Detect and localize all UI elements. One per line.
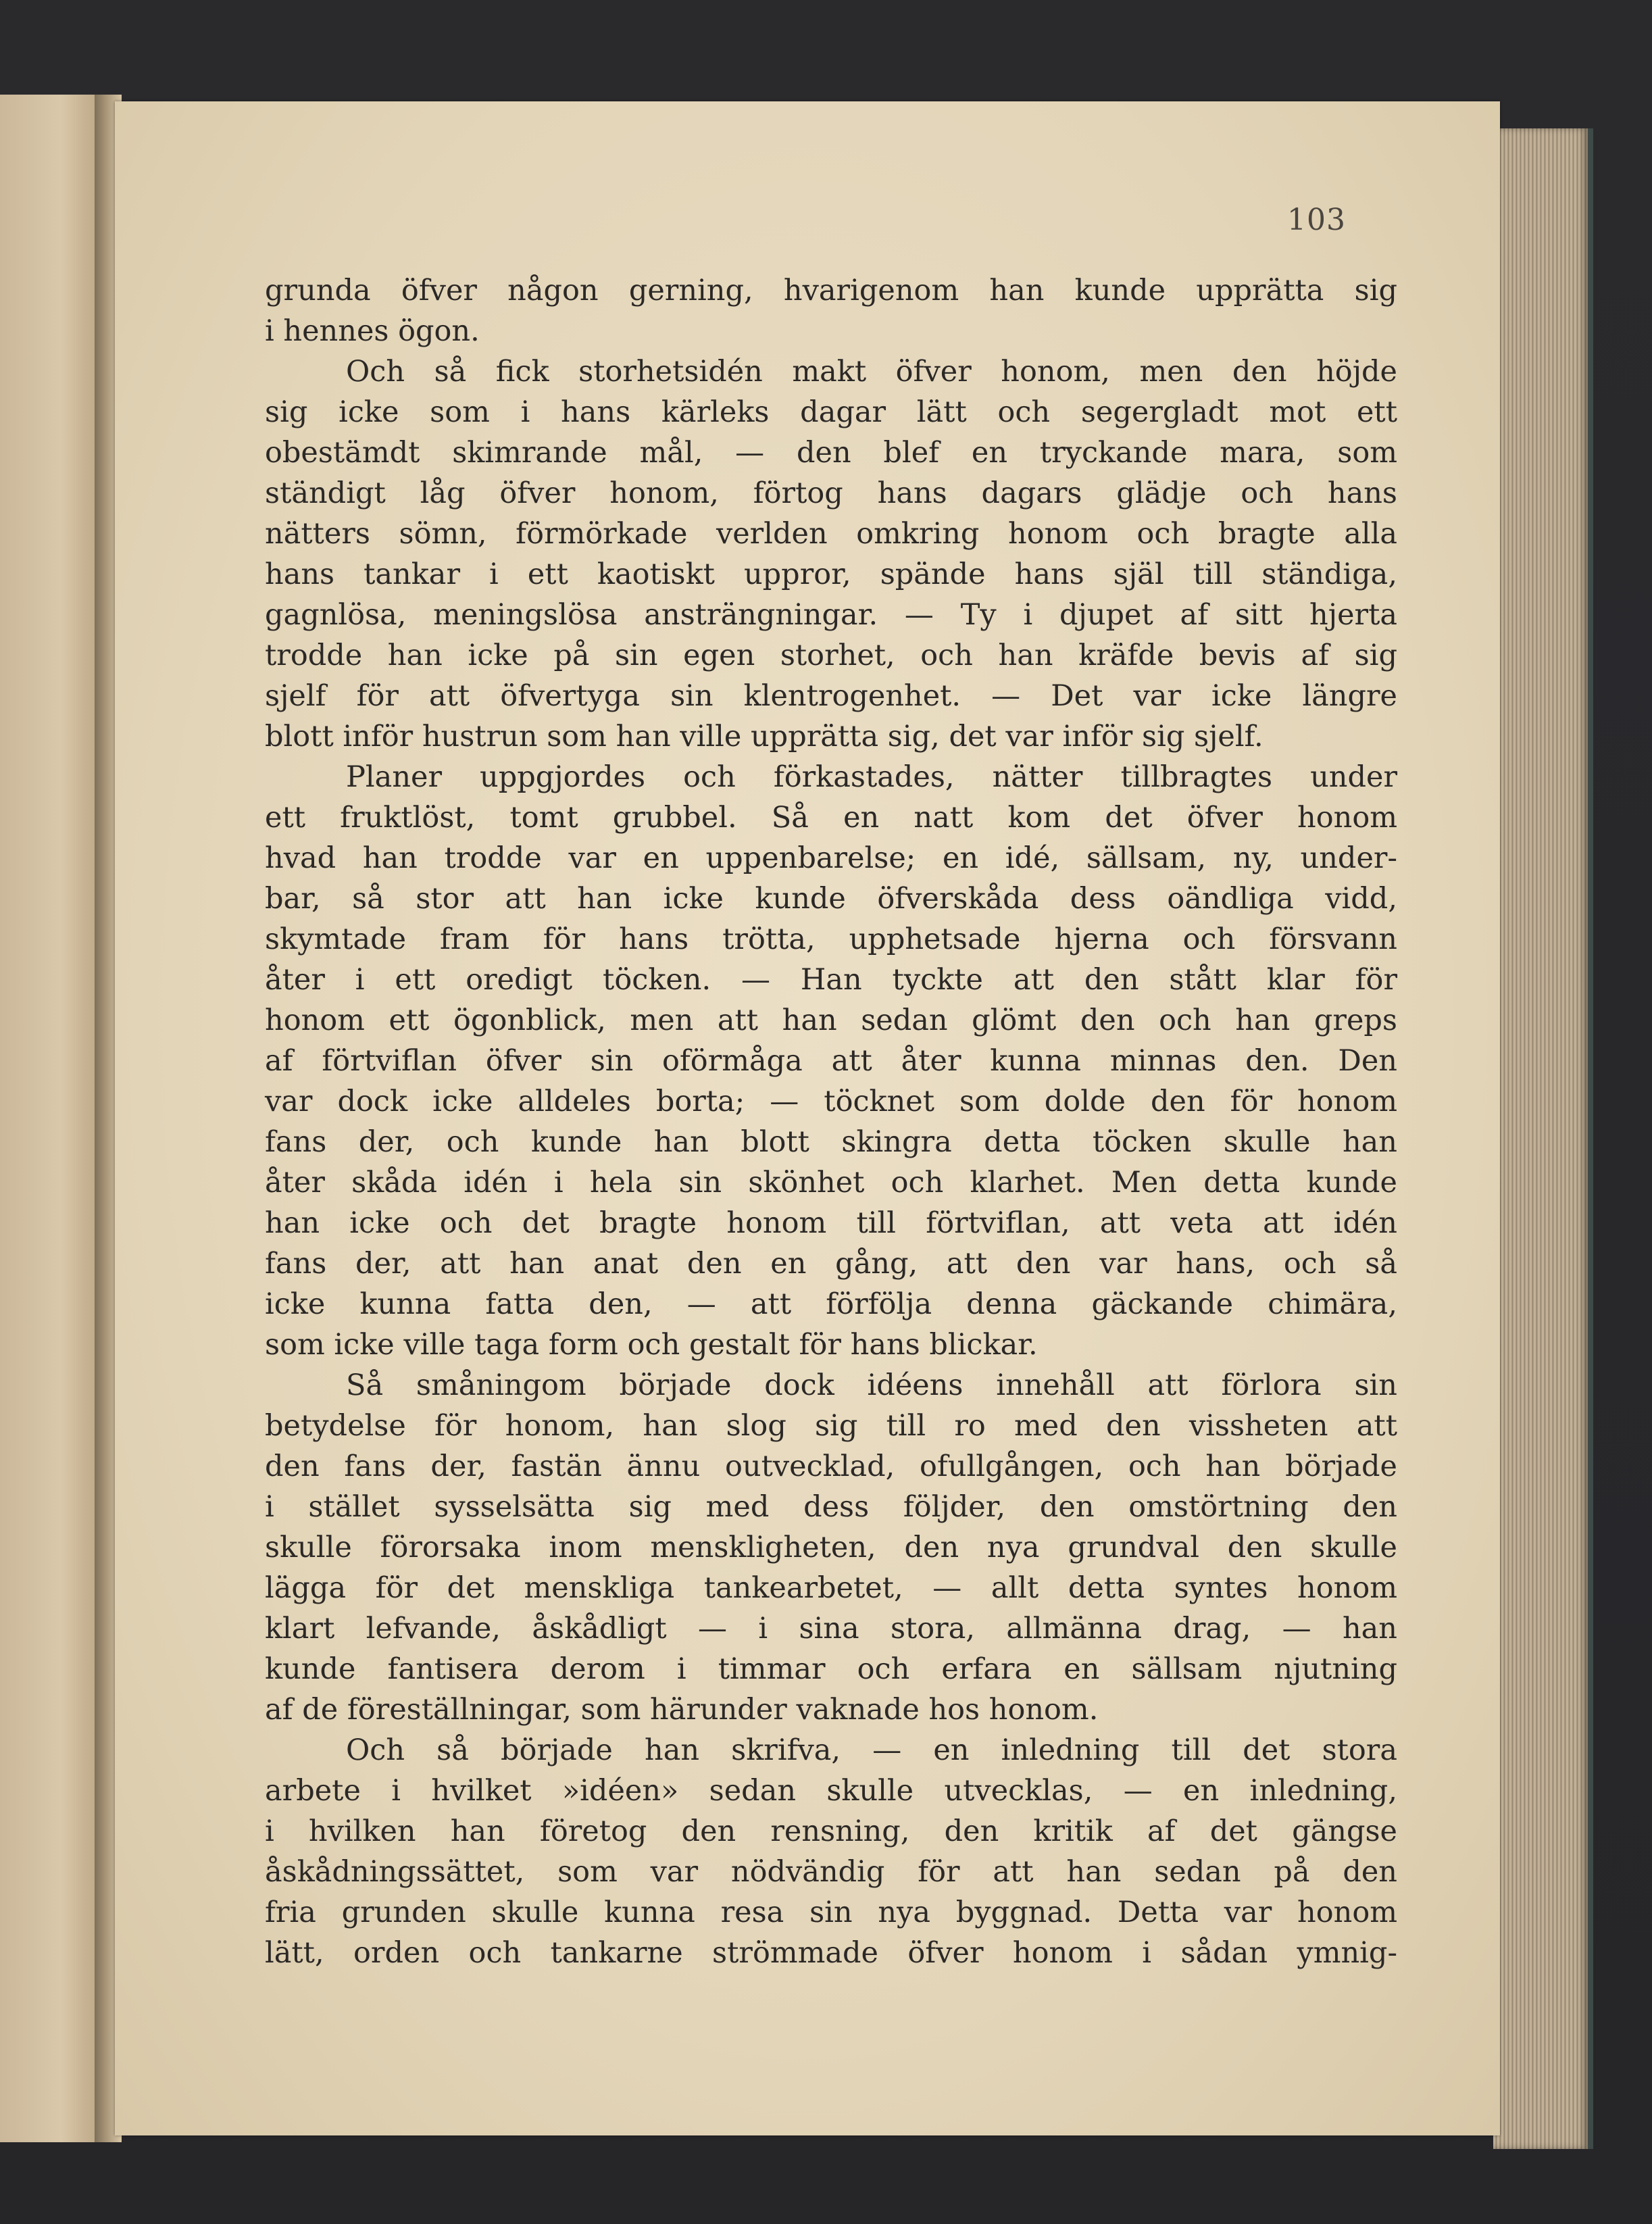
text-line: icke kunna fatta den, — att förfölja denna gäckande chimära,	[265, 1287, 1397, 1321]
book-page	[115, 101, 1500, 2135]
text-line: i hennes ögon.	[265, 314, 480, 348]
text-line: åskådningssättet, som var nödvändig för att han sedan på den	[265, 1855, 1397, 1889]
text-line: den fans der, fastän ännu outvecklad, ofullgången, och han började	[265, 1450, 1397, 1483]
text-line: Och så började han skrifva, — en inledning till det stora	[346, 1733, 1397, 1767]
page-number: 103	[1287, 203, 1346, 237]
text-line: Så småningom började dock idéens innehåll att förlora sin	[346, 1368, 1397, 1402]
text-line: bar, så stor att han icke kunde öfverskåda dess oändliga vidd,	[265, 882, 1397, 916]
text-line: lätt, orden och tankarne strömmade öfver honom i sådan ymnig-	[265, 1936, 1397, 1970]
text-line: ständigt låg öfver honom, förtog hans dagars glädje och hans	[265, 476, 1397, 510]
text-line: ett fruktlöst, tomt grubbel. Så en natt kom det öfver honom	[265, 801, 1397, 835]
text-line: trodde han icke på sin egen storhet, och han kräfde bevis af sig	[265, 639, 1397, 672]
text-line: gagnlösa, meningslösa ansträngningar. — Ty i djupet af sitt hjerta	[265, 598, 1397, 632]
page-block-edges	[1493, 128, 1593, 2149]
facing-page-edge	[0, 95, 103, 2142]
text-line: nätters sömn, förmörkade verlden omkring honom och bragte alla	[265, 517, 1397, 551]
text-line: arbete i hvilket »idéen» sedan skulle utvecklas, — en inledning,	[265, 1774, 1397, 1808]
text-line: fans der, att han anat den en gång, att den var hans, och så	[265, 1247, 1397, 1281]
text-line: af de föreställningar, som härunder vaknade hos honom.	[265, 1693, 1099, 1727]
text-line: skulle förorsaka inom menskligheten, den nya grundval den skulle	[265, 1531, 1397, 1564]
text-line: Och så fick storhetsidén makt öfver honom, men den höjde	[346, 355, 1397, 389]
text-line: grunda öfver någon gerning, hvarigenom han kunde upprätta sig	[265, 274, 1397, 307]
text-line: honom ett ögonblick, men att han sedan glömt den och han greps	[265, 1004, 1397, 1037]
text-line: åter skåda idén i hela sin skönhet och klarhet. Men detta kunde	[265, 1166, 1397, 1200]
text-line: skymtade fram för hans trötta, upphetsade hjerna och försvann	[265, 922, 1397, 956]
text-line: var dock icke alldeles borta; — töcknet som dolde den för honom	[265, 1085, 1397, 1118]
text-line: betydelse för honom, han slog sig till ro med den vissheten att	[265, 1409, 1397, 1443]
text-line: fria grunden skulle kunna resa sin nya byggnad. Detta var honom	[265, 1896, 1397, 1929]
text-line: i hvilken han företog den rensning, den kritik af det gängse	[265, 1814, 1397, 1848]
text-line: Planer uppgjordes och förkastades, nätter tillbragtes under	[346, 760, 1397, 794]
text-line: som icke ville taga form och gestalt för hans blickar.	[265, 1328, 1038, 1362]
text-line: sig icke som i hans kärleks dagar lätt och segergladt mot ett	[265, 395, 1397, 429]
text-line: kunde fantisera derom i timmar och erfara en sällsam njutning	[265, 1652, 1397, 1686]
text-line: sjelf för att öfvertyga sin klentrogenhet. — Det var icke längre	[265, 679, 1397, 713]
text-line: fans der, och kunde han blott skingra detta töcken skulle han	[265, 1125, 1397, 1159]
body-text	[265, 270, 1397, 1973]
text-line: i stället sysselsätta sig med dess följder, den omstörtning den	[265, 1490, 1397, 1524]
text-line: obestämdt skimrande mål, — den blef en tryckande mara, som	[265, 436, 1397, 470]
text-line: åter i ett oredigt töcken. — Han tyckte att den stått klar för	[265, 963, 1397, 997]
text-line: af förtviflan öfver sin oförmåga att åter kunna minnas den. Den	[265, 1044, 1397, 1078]
text-line: lägga för det menskliga tankearbetet, — allt detta syntes honom	[265, 1571, 1397, 1605]
text-line: hans tankar i ett kaotiskt uppror, spände hans själ till ständiga,	[265, 558, 1397, 591]
text-line: blott inför hustrun som han ville upprätta sig, det var inför sig sjelf.	[265, 720, 1263, 753]
text-line: hvad han trodde var en uppenbarelse; en idé, sällsam, ny, under-	[265, 841, 1397, 875]
text-line: han icke och det bragte honom till förtviflan, att veta att idén	[265, 1206, 1397, 1240]
text-line: klart lefvande, åskådligt — i sina stora, allmänna drag, — han	[265, 1612, 1397, 1646]
